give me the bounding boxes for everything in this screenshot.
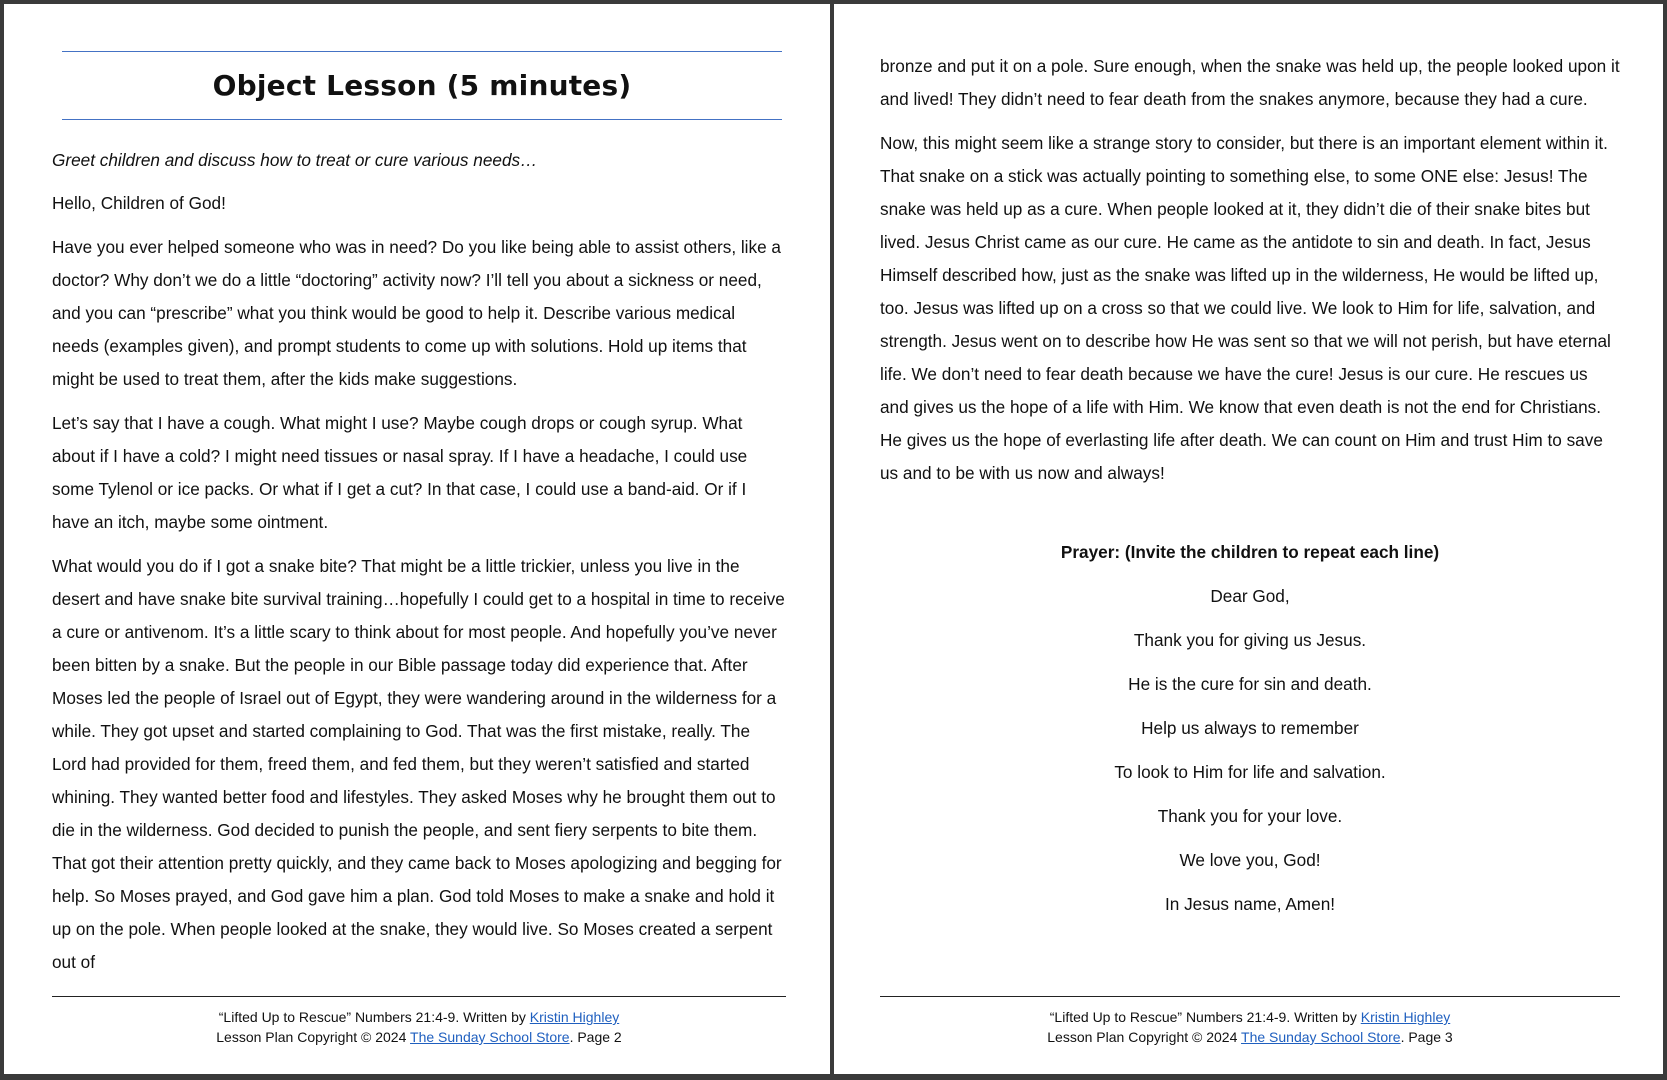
page-footer — [880, 996, 1620, 1047]
prayer-line: In Jesus name, Amen! — [1164, 894, 1336, 914]
footer-citation: “Lifted Up to Rescue” Numbers 21:4-9. Written by — [1049, 1009, 1361, 1025]
page-number: . Page 3 — [1400, 1029, 1453, 1045]
body-paragraph: bronze and put it on a pole. Sure enough, when the snake was held up, the people looked upon it and lived! They didn’t need to fear death from the snakes anymore, because they had a cure. — [880, 56, 1620, 109]
prayer-line: We love you, God! — [1179, 850, 1321, 870]
author-link[interactable]: Kristin Highley — [1360, 1009, 1451, 1025]
intro-instruction: Greet children and discuss how to treat or cure various needs… — [52, 150, 538, 170]
title-block — [62, 51, 782, 120]
store-link[interactable]: The Sunday School Store — [410, 1029, 570, 1045]
page-footer — [52, 996, 786, 1047]
prayer-line: Thank you for giving us Jesus. — [1133, 630, 1367, 650]
page-body — [52, 124, 786, 990]
body-paragraph: Hello, Children of God! — [52, 193, 226, 213]
prayer-line: Dear God, — [1210, 586, 1290, 606]
body-paragraph: Now, this might seem like a strange story to consider, but there is an important element within it. That snake on a stick was actually pointing to something else, to some ONE else: Jesus! The snake was held up as a cure. When people looked at it, they didn’t die of their snake bites but lived. Jesus Christ came as our cure. He came as the antidote to sin and death. In fact, Jesus Himself described how, just as the snake was lifted up in the wilderness, He would be lifted up, too. Jesus was lifted up on a cross so that we could live. We look to Him for life, salvation, and strength. Jesus went on to describe how He was sent so that we will not perish, but have eternal life. We don’t need to fear death because we have the cure! Jesus is our cure. He rescues us and gives us the hope of a life with Him. We know that even death is not the end for Christians. He gives us the hope of everlasting life after death. We can count on Him and trust Him to save us and to be with us now and always! — [880, 133, 1611, 483]
page-body — [880, 4, 1620, 932]
footer-line-2 — [880, 1027, 1620, 1047]
prayer-line: To look to Him for life and salvation. — [1114, 762, 1386, 782]
page-title: Object Lesson (5 minutes) — [212, 69, 632, 102]
footer-line-1 — [880, 1007, 1620, 1027]
footer-copyright: Lesson Plan Copyright © 2024 — [1047, 1029, 1242, 1045]
prayer-line: Thank you for your love. — [1157, 806, 1343, 826]
footer-line-2 — [52, 1027, 786, 1047]
prayer-line: He is the cure for sin and death. — [1128, 674, 1372, 694]
footer-citation: “Lifted Up to Rescue” Numbers 21:4-9. Written by — [218, 1009, 530, 1025]
page-number: . Page 2 — [569, 1029, 622, 1045]
footer-line-1 — [52, 1007, 786, 1027]
document-page-3 — [834, 4, 1663, 1074]
footer-copyright: Lesson Plan Copyright © 2024 — [216, 1029, 411, 1045]
body-paragraph: Have you ever helped someone who was in need? Do you like being able to assist others, like a doctor? Why don’t we do a little “doctoring” activity now? I’ll tell you about a sickness or need, and you can “prescribe” what you think would be good to help it. Describe various medical needs (examples given), and prompt students to come up with solutions. Hold up items that might be used to treat them, after the kids make suggestions. — [52, 237, 781, 389]
body-paragraph: Let’s say that I have a cough. What might I use? Maybe cough drops or cough syrup. What about if I have a cold? I might need tissues or nasal spray. If I have a headache, I could use some Tylenol or ice packs. Or what if I get a cut? In that case, I could use a band-aid. Or if I have an itch, maybe some ointment. — [52, 413, 748, 532]
document-page-2 — [4, 4, 830, 1074]
store-link[interactable]: The Sunday School Store — [1241, 1029, 1401, 1045]
author-link[interactable]: Kristin Highley — [529, 1009, 620, 1025]
body-paragraph: What would you do if I got a snake bite? That might be a little trickier, unless you live in the desert and have snake bite survival training…hopefully I could get to a hospital in time to receive a cure or antivenom. It’s a little scary to think about for most people. And hopefully you’ve never been bitten by a snake. But the people in our Bible passage today did experience that. After Moses led the people of Israel out of Egypt, they were wandering around in the wilderness for a while. They got upset and started complaining to God. That was the first mistake, really. The Lord had provided for them, freed them, and fed them, but they weren’t satisfied and started whining. They wanted better food and lifestyles. They asked Moses why he brought them out to die in the wilderness. God decided to punish the people, and sent fiery serpents to bite them. That got their attention pretty quickly, and they came back to Moses apologizing and begging for help. So Moses prayed, and God gave him a plan. God told Moses to make a snake and hold it up on the pole. When people looked at the snake, they would live. So Moses created a serpent out of — [52, 556, 785, 972]
prayer-section — [880, 536, 1620, 921]
prayer-line: Help us always to remember — [1141, 718, 1359, 738]
prayer-heading: Prayer: (Invite the children to repeat each line) — [1060, 542, 1440, 562]
